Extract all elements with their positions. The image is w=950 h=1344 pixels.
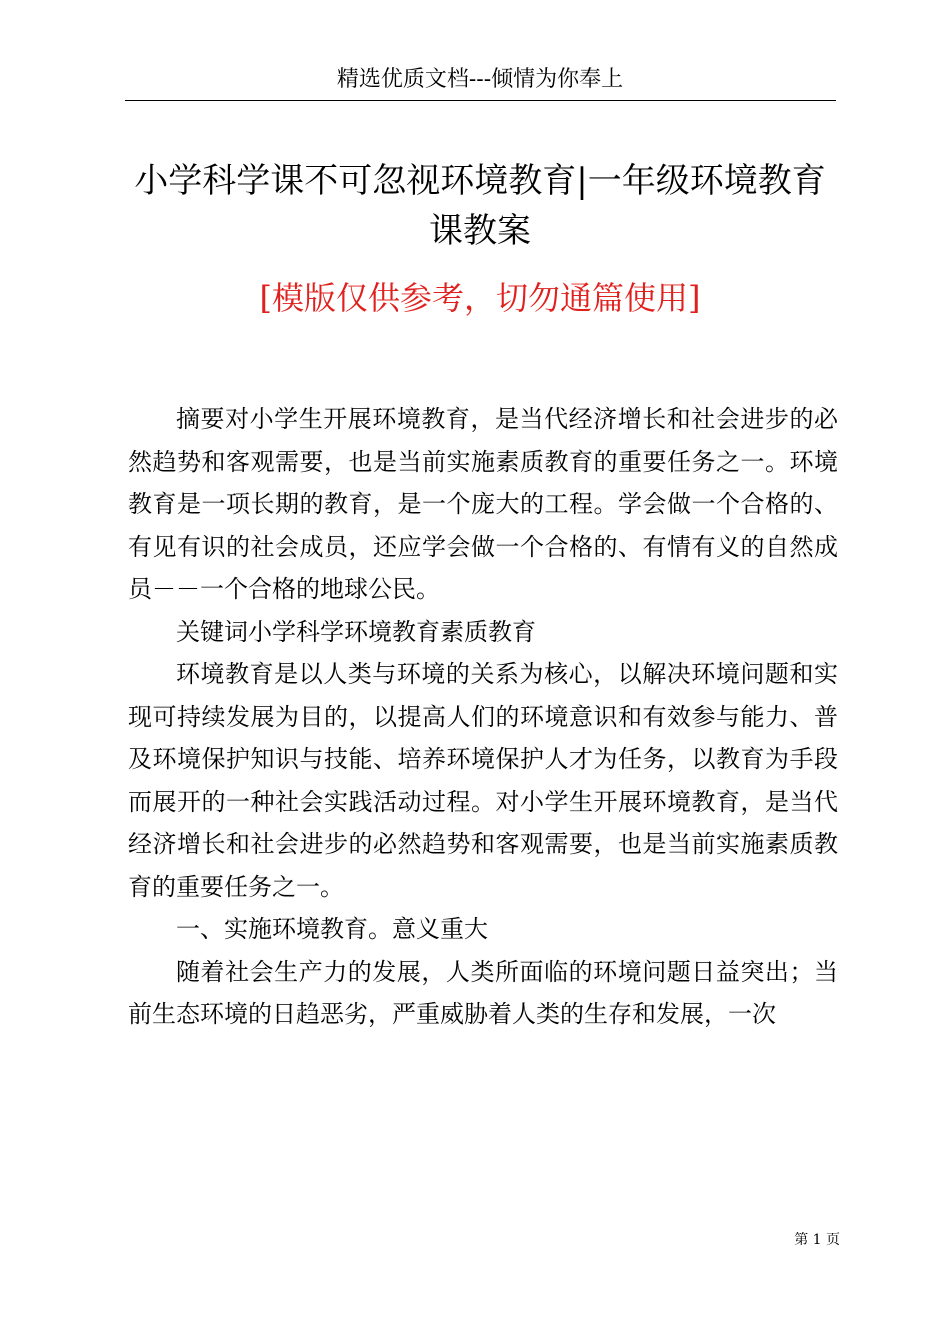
body-paragraph: 随着社会生产力的发展，人类所面临的环境问题日益突出；当前生态环境的日趋恶劣，严重威胁着人类的生存和发展，一次: [128, 957, 838, 1028]
page-header: 精选优质文档---倾情为你奉上: [336, 67, 624, 92]
body-paragraph: 环境教育是以人类与环境的关系为核心，以解决环境问题和实现可持续发展为目的，以提高人们的环境意识和有效参与能力、普及环境保护知识与技能、培养环境保护人才为任务，以教育为手段而展开的一种社会实践活动过程。对小学生开展环境教育，是当代经济增长和社会进步的必然趋势和客观需要，也是当前实施素质教育的重要任务之一。: [128, 660, 838, 901]
header-divider: [125, 100, 836, 101]
template-notice: [模版仅供参考，切勿通篇使用]: [259, 279, 701, 317]
document-title: 小学科学课不可忽视环境教育|一年级环境教育课教案: [134, 161, 826, 251]
section-heading: 一、实施环境教育。意义重大: [176, 915, 488, 943]
document-body: [128, 398, 838, 1036]
abstract-paragraph: 摘要对小学生开展环境教育，是当代经济增长和社会进步的必然趋势和客观需要，也是当前实施素质教育的重要任务之一。环境教育是一项长期的教育，是一个庞大的工程。学会做一个合格的、有见有识的社会成员，还应学会做一个合格的、有情有义的自然成员－－一个合格的地球公民。: [128, 405, 838, 603]
page-number: 第 1 页: [794, 1232, 840, 1248]
keywords-paragraph: 关键词小学科学环境教育素质教育: [176, 617, 536, 646]
